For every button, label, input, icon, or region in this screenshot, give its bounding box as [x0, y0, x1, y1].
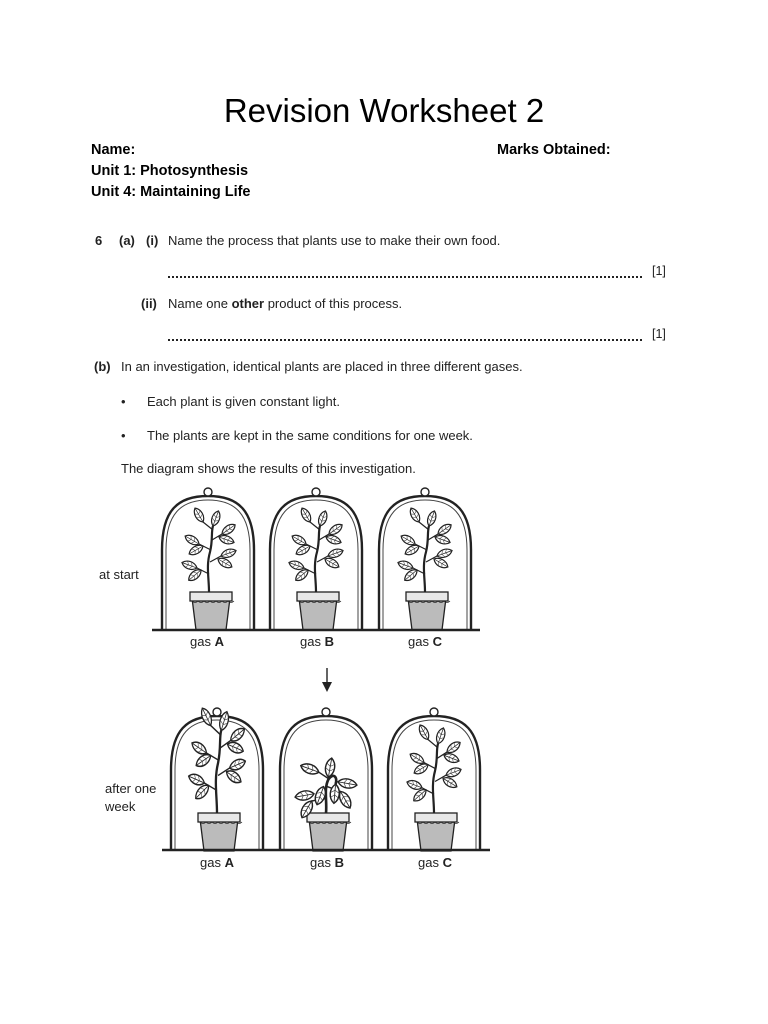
marks-obtained-label: Marks Obtained:	[497, 142, 611, 158]
unit-1-label: Unit 1: Photosynthesis	[91, 163, 249, 179]
gas-prefix: gas	[300, 634, 321, 649]
part-a-i-label: (i)	[146, 233, 159, 248]
question-a-ii-text-before: Name one	[168, 296, 232, 311]
bell-jar-after-b	[280, 708, 372, 851]
gas-prefix: gas	[190, 634, 211, 649]
part-b-label: (b)	[94, 359, 111, 374]
bullet-icon: •	[121, 394, 126, 409]
page-title: Revision Worksheet 2	[223, 92, 545, 129]
part-b-intro: In an investigation, identical plants are placed in three different gases.	[121, 359, 523, 374]
gas-label-after-c	[418, 855, 453, 870]
bell-jar-start-a	[162, 488, 254, 630]
gas-label-after-a	[200, 855, 235, 870]
gas-letter: B	[334, 855, 344, 870]
label-week: week	[105, 799, 136, 814]
bullet-icon: •	[121, 428, 126, 443]
question-a-ii-text-bold: other	[231, 296, 265, 311]
gas-label-start-a	[190, 634, 225, 649]
bell-jar-after-c	[388, 708, 480, 851]
gas-prefix: gas	[310, 855, 331, 870]
question-a-ii-text-after: product of this process.	[264, 296, 403, 311]
bell-jar-after-a	[171, 706, 263, 851]
mark-a-i: [1]	[652, 264, 666, 278]
bell-jar-start-c	[379, 488, 471, 630]
gas-letter: A	[224, 855, 234, 870]
bullet-item-1: Each plant is given constant light.	[147, 394, 340, 409]
gas-letter: C	[432, 634, 442, 649]
label-after-one: after one	[105, 781, 157, 796]
question-a-i-text: Name the process that plants use to make their own food.	[168, 233, 501, 248]
part-a-label: (a)	[119, 233, 135, 248]
question-number: 6	[95, 233, 103, 248]
unit-4-label: Unit 4: Maintaining Life	[91, 184, 251, 200]
name-label: Name:	[91, 142, 136, 158]
gas-prefix: gas	[200, 855, 221, 870]
part-a-ii-label: (ii)	[141, 296, 157, 311]
bullet-item-2: The plants are kept in the same conditions for one week.	[147, 428, 473, 443]
gas-prefix: gas	[408, 634, 429, 649]
gas-label-start-b	[300, 634, 334, 649]
gas-letter: C	[442, 855, 452, 870]
diagram-caption: The diagram shows the results of this investigation.	[121, 461, 416, 476]
gas-letter: B	[324, 634, 334, 649]
arrow-head-icon	[322, 682, 332, 692]
gas-label-start-c	[408, 634, 443, 649]
gas-label-after-b	[310, 855, 344, 870]
bell-jar-start-b	[270, 488, 362, 630]
label-at-start: at start	[99, 567, 139, 582]
gas-prefix: gas	[418, 855, 439, 870]
gas-letter: A	[214, 634, 224, 649]
mark-a-ii: [1]	[652, 327, 666, 341]
